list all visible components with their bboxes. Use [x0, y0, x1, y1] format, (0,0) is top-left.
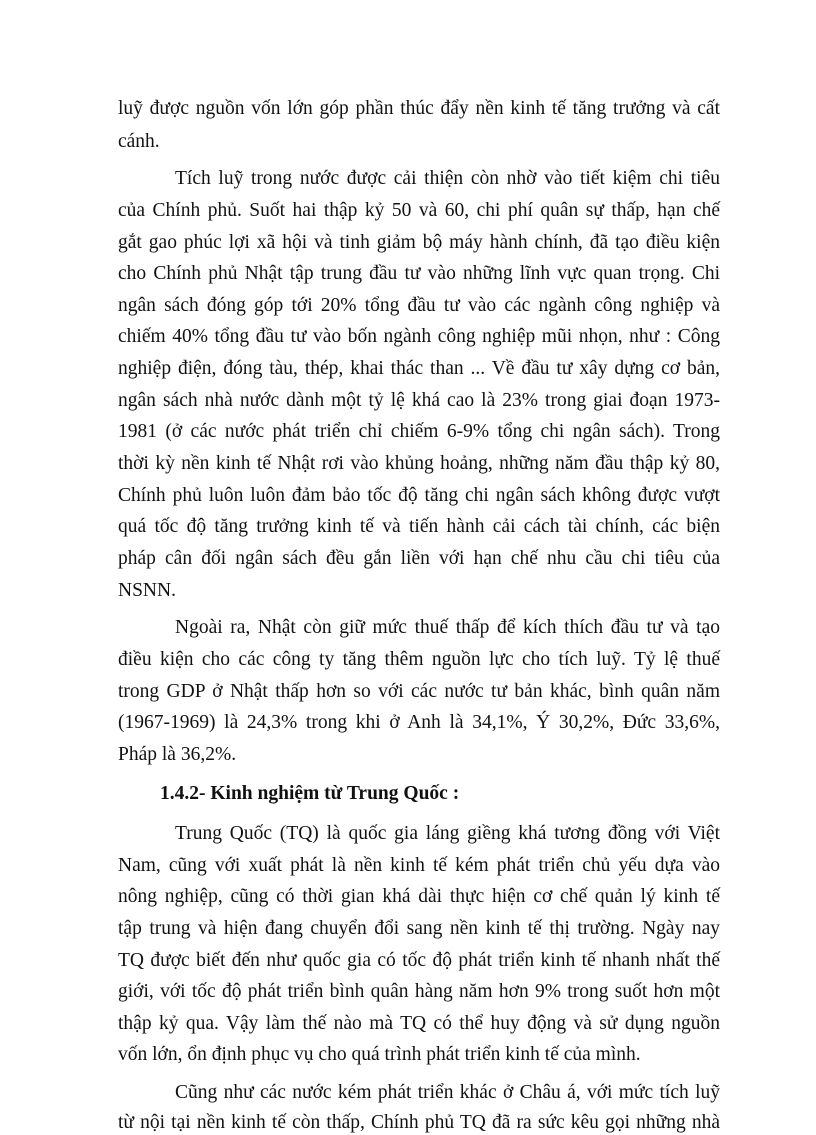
text-line: quá tốc độ tăng trưởng kinh tế và tiến hành cải cách tài chính, các biện	[118, 516, 720, 538]
text-line: Nam, cũng với xuất phát là nền kinh tế kém phát triển chủ yếu dựa vào	[118, 854, 720, 876]
text-line: Cũng như các nước kém phát triển khác ở Châu á, với mức tích luỹ	[175, 1082, 720, 1103]
section-heading: 1.4.2- Kinh nghiệm từ Trung Quốc :	[160, 783, 460, 805]
text-line: nghiệp điện, đóng tàu, thép, khai thác than ... Về đầu tư xây dựng cơ bản,	[118, 358, 720, 380]
text-line: cánh.	[118, 130, 160, 152]
text-line: luỹ được nguồn vốn lớn góp phần thúc đẩy nền kinh tế tăng trưởng và cất	[118, 98, 720, 119]
text-line: Pháp là 36,2%.	[118, 743, 237, 765]
text-line: trong GDP ở Nhật thấp hơn so với các nước tư bản khác, bình quân năm	[118, 680, 720, 702]
text-line: giới, với tốc độ phát triển bình quân hàng năm hơn 9% trong suốt hơn một	[118, 981, 720, 1003]
text-line: Chính phủ luôn luôn đảm bảo tốc độ tăng chi ngân sách không được vượt	[118, 484, 720, 506]
text-line: Trung Quốc (TQ) là quốc gia láng giềng khá tương đồng với Việt	[175, 822, 720, 844]
text-line: 1981 (ở các nước phát triển chỉ chiếm 6-9% tổng chi ngân sách). Trong	[118, 421, 720, 443]
text-line: Ngoài ra, Nhật còn giữ mức thuế thấp để kích thích đầu tư và tạo	[175, 617, 720, 639]
text-line: thời kỳ nền kinh tế Nhật rơi vào khủng hoảng, những năm đầu thập kỷ 80,	[118, 453, 720, 474]
text-line: TQ được biết đến như quốc gia có tốc độ phát triển kinh tế nhanh nhất thế	[118, 949, 720, 971]
text-line: điều kiện cho các công ty tăng thêm nguồn lực cho tích luỹ. Tỷ lệ thuế	[118, 648, 720, 670]
text-line: tập trung và hiện đang chuyển đổi sang nền kinh tế thị trường. Ngày nay	[118, 917, 720, 939]
text-line: thập kỷ qua. Vậy làm thế nào mà TQ có thể huy động và sử dụng nguồn	[118, 1012, 720, 1034]
text-line: pháp cân đối ngân sách đều gắn liền với hạn chế nhu cầu chi tiêu của	[118, 548, 720, 569]
text-line: Tích luỹ trong nước được cải thiện còn nhờ vào tiết kiệm chi tiêu	[175, 168, 720, 190]
text-line: cho Chính phủ Nhật tập trung đầu tư vào những lĩnh vực quan trọng. Chi	[118, 263, 720, 285]
text-line: từ nội tại nền kinh tế còn thấp, Chính phủ TQ đã ra sức kêu gọi những nhà	[118, 1111, 720, 1133]
text-line: gắt gao phúc lợi xã hội và tinh giảm bộ máy hành chính, đã tạo điều kiện	[118, 231, 720, 253]
text-line: nông nghiệp, cũng có thời gian khá dài thực hiện cơ chế quản lý kinh tế	[118, 886, 720, 908]
text-line: ngân sách đóng góp tới 20% tổng đầu tư vào các ngành công nghiệp và	[118, 294, 720, 316]
text-line: ngân sách nhà nước dành một tỷ lệ khá cao là 23% trong giai đoạn 1973-	[118, 389, 720, 411]
text-line: (1967-1969) là 24,3% trong khi ở Anh là 34,1%, Ý 30,2%, Đức 33,6%,	[118, 712, 720, 734]
text-line: vốn lớn, ổn định phục vụ cho quá trình phát triển kinh tế của mình.	[118, 1044, 641, 1066]
text-line: NSNN.	[118, 579, 176, 601]
text-line: của Chính phủ. Suốt hai thập kỷ 50 và 60, chi phí quân sự thấp, hạn chế	[118, 199, 720, 221]
text-line: chiếm 40% tổng đầu tư vào bốn ngành công nghiệp mũi nhọn, như : Công	[118, 326, 720, 348]
